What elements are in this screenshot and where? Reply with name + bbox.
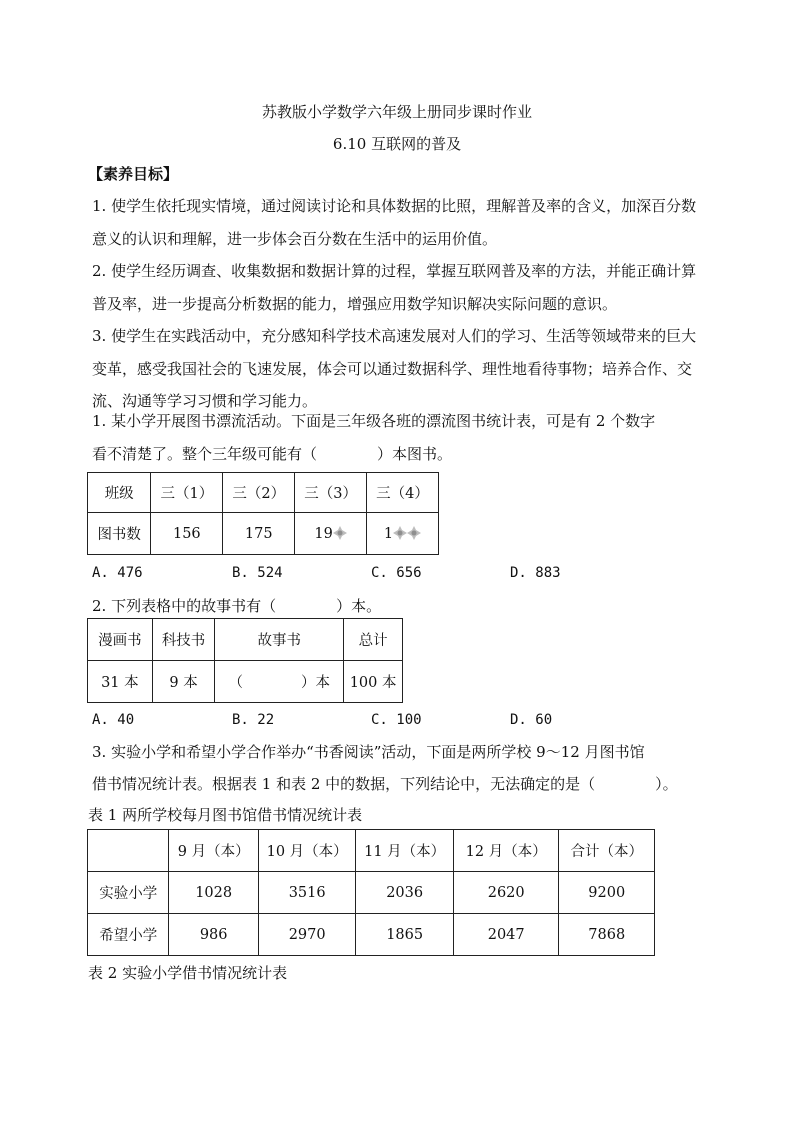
q1-option-d[interactable]: D. 883 [510,565,561,581]
table-cell: 10 月（本） [258,830,356,872]
table-cell: 漫画书 [88,619,153,661]
table-cell: 12 月（本） [453,830,559,872]
table-cell: 故事书 [215,619,344,661]
table-cell: 100 本 [344,661,403,703]
table-row [88,661,403,703]
table-cell [88,830,169,872]
table-cell: 3516 [258,872,356,914]
table-cell: 2047 [453,914,559,956]
table-cell: 11 月（本） [356,830,454,872]
table-cell: 2970 [258,914,356,956]
table-cell: 7868 [559,914,655,956]
page-title: 苏教版小学数学六年级上册同步课时作业 [261,103,532,121]
table-cell: 总计 [344,619,403,661]
page-subtitle: 6.10 互联网的普及 [332,135,462,153]
table-cell: 9 本 [152,661,215,703]
table-cell: 实验小学 [88,872,169,914]
table-cell: 1028 [169,872,258,914]
q1-option-b[interactable]: B. 524 [232,565,283,581]
smudged-digit-icon [393,526,407,540]
q2-book-table [87,618,403,703]
table-cell: 三（3） [295,473,367,513]
table-cell: 科技书 [152,619,215,661]
table-cell: 图书数 [88,513,151,555]
table-cell: 9200 [559,872,655,914]
smudged-digit-icon [333,526,347,540]
q1-text-line2: 看不清楚了。整个三年级可能有（ ）本图书。 [92,445,453,463]
goals-heading: 【素养目标】 [88,165,179,183]
goal-item-1: 1. 使学生依托现实情境，通过阅读讨论和具体数据的比照，理解普及率的含义，加深百分数意义的认识和理解，进一步体会百分数在生活中的运用价值。 [92,197,697,248]
table-row [88,473,439,513]
table-row [88,872,655,914]
visible-digits: 1 [383,525,394,542]
table-cell: 986 [169,914,258,956]
table-cell: （ ）本 [215,661,344,703]
table-cell [295,513,367,555]
q1-book-table [87,472,439,555]
table1-caption: 表 1 两所学校每月图书馆借书情况统计表 [88,806,363,824]
q1-option-c[interactable]: C. 656 [371,565,422,581]
q2-option-a[interactable]: A. 40 [92,712,135,728]
q2-option-c[interactable]: C. 100 [371,712,422,728]
table-row [88,830,655,872]
table-cell: 175 [223,513,295,555]
q3-text-line2: 借书情况统计表。根据表 1 和表 2 中的数据，下列结论中，无法确定的是（ ）。 [92,775,678,793]
goal-item-3: 3. 使学生在实践活动中，充分感知科学技术高速发展对人们的学习、生活等领域带来的巨大变革，感受我国社会的飞速发展，体会可以通过数据科学、理性地看待事物；培养合作、交流、沟通等学习习惯和学习能力。 [92,327,697,410]
table2-caption: 表 2 实验小学借书情况统计表 [88,964,288,982]
table-cell: 三（4） [367,473,439,513]
table-cell: 2036 [356,872,454,914]
table-cell: 2620 [453,872,559,914]
q2-text: 2. 下列表格中的故事书有（ ）本。 [92,597,382,615]
table-cell: 希望小学 [88,914,169,956]
smudged-digit-icon [407,526,421,540]
q1-text-line1: 1. 某小学开展图书漂流活动。下面是三年级各班的漂流图书统计表，可是有 2 个数字 [92,412,656,430]
table-cell: 156 [151,513,223,555]
table-row [88,619,403,661]
q2-option-b[interactable]: B. 22 [232,712,275,728]
q3-library-table [87,829,655,956]
visible-digits: 19 [314,525,333,542]
table-row [88,513,439,555]
q1-option-a[interactable]: A. 476 [92,565,143,581]
q2-option-d[interactable]: D. 60 [510,712,553,728]
table-cell: 31 本 [88,661,153,703]
table-cell [367,513,439,555]
table-cell: 1865 [356,914,454,956]
table-cell: 三（2） [223,473,295,513]
table-cell: 班级 [88,473,151,513]
q3-text-line1: 3. 实验小学和希望小学合作举办“书香阅读”活动，下面是两所学校 9～12 月图书馆 [92,743,645,761]
goal-item-2: 2. 使学生经历调查、收集数据和数据计算的过程，掌握互联网普及率的方法，并能正确计算普及率，进一步提高分析数据的能力，增强应用数学知识解决实际问题的意识。 [92,262,697,313]
table-cell: 三（1） [151,473,223,513]
table-cell: 合计（本） [559,830,655,872]
table-row [88,914,655,956]
table-cell: 9 月（本） [169,830,258,872]
